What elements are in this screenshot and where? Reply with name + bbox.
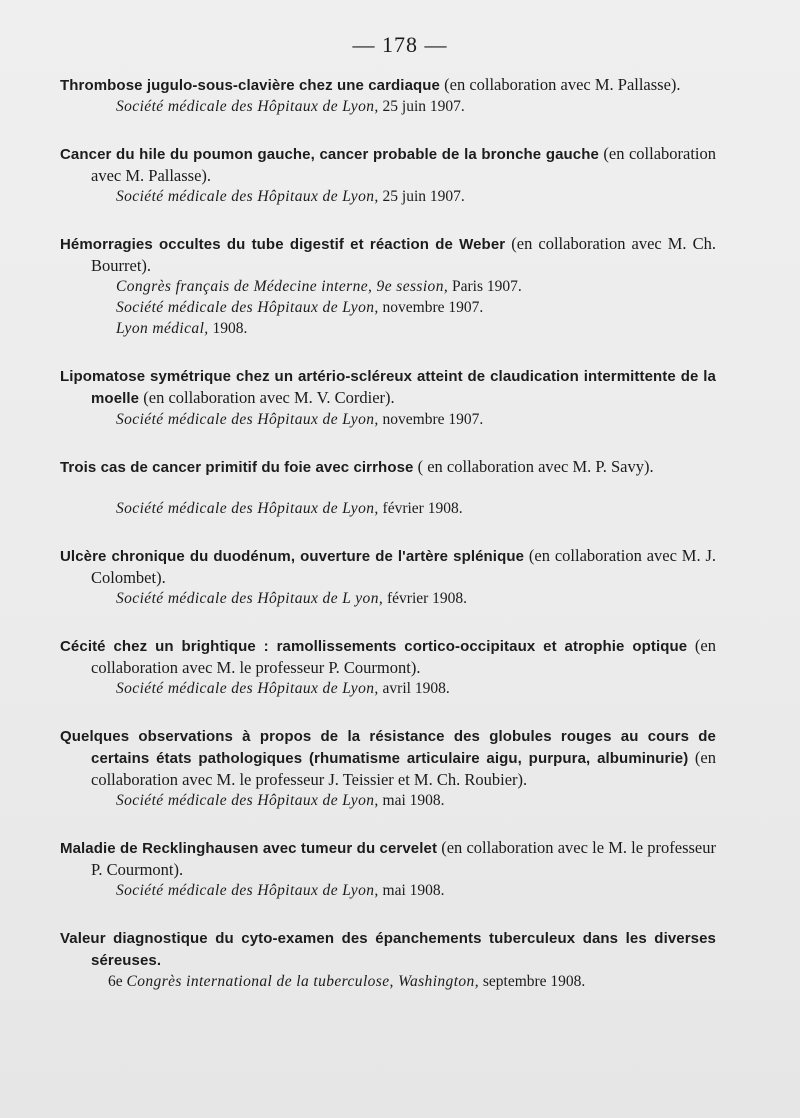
source-venue: Lyon médical,	[116, 320, 209, 337]
source-venue: Société médicale des Hôpitaux de L yon,	[116, 590, 384, 607]
bibliography-entry	[60, 456, 716, 519]
source-venue: Société médicale des Hôpitaux de Lyon,	[116, 500, 379, 517]
entry-collaboration: (en collaboration avec M. Pallasse).	[440, 75, 681, 94]
entry-heading	[60, 365, 716, 409]
bibliography-entry	[60, 927, 716, 992]
bibliography-entry	[60, 545, 716, 609]
entry-source	[116, 186, 716, 207]
bibliography-entry	[60, 365, 716, 430]
source-date: novembre 1907.	[378, 411, 484, 428]
entry-heading	[60, 635, 716, 678]
entry-collaboration: (en collaboration avec M. J. Colombet).	[91, 546, 717, 587]
source-date: septembre 1908.	[478, 973, 586, 990]
entry-title: Ulcère chronique du duodénum, ouverture de l'artère splénique	[60, 548, 525, 565]
entry-collaboration: (en collaboration avec M. Pallasse).	[91, 144, 716, 185]
source-date: 25 juin 1907.	[378, 98, 465, 115]
spacer	[60, 478, 716, 498]
bibliography-entry	[60, 725, 716, 811]
source-date: mai 1908.	[378, 882, 445, 899]
entry-heading	[60, 545, 716, 588]
bibliography-entry	[60, 143, 716, 207]
entry-title: Cancer du hile du poumon gauche, cancer probable de la bronche gauche	[60, 146, 599, 163]
source-venue: Congrès français de Médecine interne, 9e session,	[116, 278, 449, 295]
page-number: — 178 —	[352, 32, 448, 57]
source-date: Paris 1907.	[448, 278, 522, 295]
entry-source	[116, 96, 716, 117]
entry-source	[116, 678, 716, 699]
source-date: février 1908.	[378, 500, 463, 517]
source-venue: Société médicale des Hôpitaux de Lyon,	[116, 792, 379, 809]
entry-heading	[60, 233, 716, 276]
source-prefix: 6e	[108, 973, 127, 990]
entry-collaboration: (en collaboration avec M. Ch. Bourret).	[91, 234, 716, 275]
bibliography-entry	[60, 74, 716, 117]
entry-collaboration: (en collaboration avec M. le professeur P. Courmont).	[91, 636, 716, 677]
entry-source	[116, 790, 716, 811]
entry-heading	[60, 927, 716, 971]
entry-collaboration: ( en collaboration avec M. P. Savy).	[413, 457, 654, 476]
entry-collaboration: (en collaboration avec M. V. Cordier).	[139, 388, 395, 407]
entry-source	[116, 880, 716, 901]
source-date: février 1908.	[383, 590, 468, 607]
entry-title: Thrombose jugulo-sous-clavière chez une cardiaque	[60, 77, 440, 94]
entry-source	[116, 276, 716, 297]
entry-source	[116, 588, 716, 609]
source-date: 25 juin 1907.	[378, 188, 465, 205]
entry-heading	[60, 143, 716, 186]
bibliography-list	[60, 74, 716, 1018]
source-date: mai 1908.	[378, 792, 445, 809]
entry-heading	[60, 725, 716, 790]
entry-title: Cécité chez un brightique : ramollissements cortico-occipitaux et atrophie optique	[60, 638, 688, 655]
bibliography-entry	[60, 635, 716, 699]
source-date: avril 1908.	[378, 680, 450, 697]
source-venue: Société médicale des Hôpitaux de Lyon,	[116, 882, 379, 899]
entry-source	[116, 318, 716, 339]
entry-source	[116, 297, 716, 318]
entry-title: Maladie de Recklinghausen avec tumeur du cervelet	[60, 840, 438, 857]
source-venue: Société médicale des Hôpitaux de Lyon,	[116, 411, 379, 428]
bibliography-entry	[60, 837, 716, 901]
entry-title: Lipomatose symétrique chez un artério-scléreux atteint de claudication intermittente de la moelle	[60, 368, 716, 407]
entry-title: Quelques observations à propos de la résistance des globules rouges au cours de certains états pathologiques (rhumatisme articulaire aigu, purpura, albuminurie)	[60, 728, 716, 767]
entry-collaboration: (en collaboration avec le M. le professeur P. Courmont).	[91, 838, 716, 879]
source-venue: Société médicale des Hôpitaux de Lyon,	[116, 299, 379, 316]
entry-heading	[60, 74, 716, 96]
entry-title: Valeur diagnostique du cyto-examen des épanchements tuberculeux dans les diverses séreuses.	[60, 930, 716, 969]
source-venue: Société médicale des Hôpitaux de Lyon,	[116, 188, 379, 205]
entry-source	[116, 409, 716, 430]
source-venue: Société médicale des Hôpitaux de Lyon,	[116, 98, 379, 115]
entry-source	[108, 971, 716, 992]
source-venue: Société médicale des Hôpitaux de Lyon,	[116, 680, 379, 697]
source-date: 1908.	[208, 320, 248, 337]
entry-title: Hémorragies occultes du tube digestif et réaction de Weber	[60, 236, 506, 253]
source-date: novembre 1907.	[378, 299, 484, 316]
source-venue: Congrès international de la tuberculose, Washington,	[126, 973, 479, 990]
entry-title: Trois cas de cancer primitif du foie avec cirrhose	[60, 459, 414, 476]
entry-collaboration: (en collaboration avec M. le professeur J. Teissier et M. Ch. Roubier).	[91, 748, 716, 789]
entry-source	[116, 498, 716, 519]
bibliography-entry	[60, 233, 716, 339]
entry-heading	[60, 837, 716, 880]
entry-heading	[60, 456, 716, 478]
